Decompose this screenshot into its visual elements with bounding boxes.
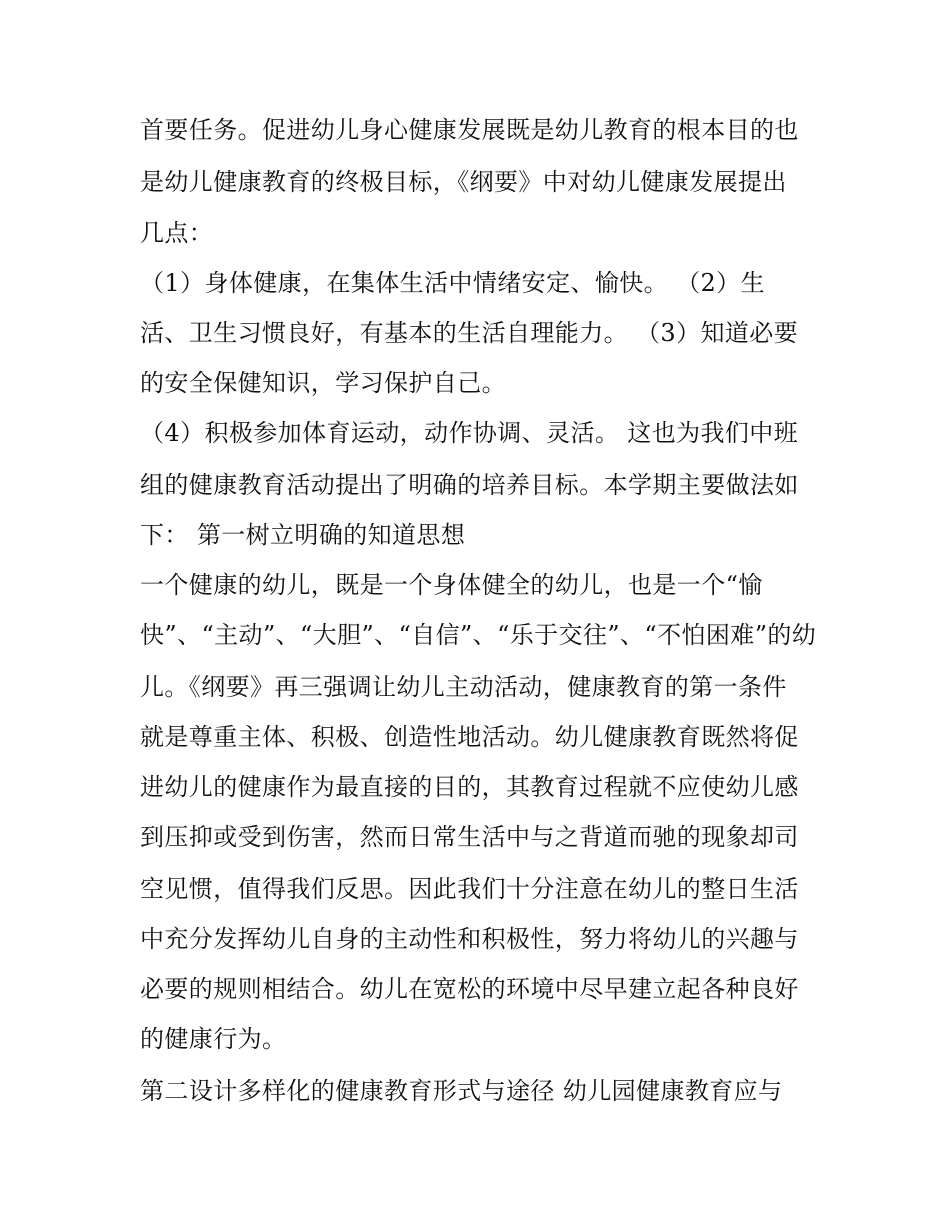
text-line: 儿。《纲要》再三强调让幼儿主动活动，健康教育的第一条件 (140, 673, 787, 701)
text-line: 就是尊重主体、积极、创造性地活动。幼儿健康教育既然将促 (140, 723, 799, 751)
text-line: 一个健康的幼儿，既是一个身体健全的幼儿，也是一个“愉 (140, 571, 763, 599)
text-line: 空见惯，值得我们反思。因此我们十分注意在幼儿的整日生活 (140, 875, 799, 903)
text-line: 必要的规则相结合。幼儿在宽松的环境中尽早建立起各种良好 (140, 975, 799, 1003)
text-line: 的安全保健知识，学习保护自己。 (140, 369, 506, 397)
text-line: 首要任务。促进幼儿身心健康发展既是幼儿教育的根本目的也 (140, 116, 799, 144)
text-line: 到压抑或受到伤害，然而日常生活中与之背道而驰的现象却司 (140, 823, 799, 851)
text-line: 下： 第一树立明确的知道思想 (140, 521, 466, 549)
text-line: （4）积极参加体育运动，动作协调、灵活。 这也为我们中班 (140, 419, 799, 447)
text-line: （1）身体健康，在集体生活中情绪安定、愉快。 （2）生 (140, 269, 765, 297)
text-line: 进幼儿的健康作为最直接的目的，其教育过程就不应使幼儿感 (140, 773, 799, 801)
text-line: 快”、“主动”、“大胆”、“自信”、“乐于交往”、“不怕困难”的幼 (140, 621, 817, 649)
text-line: 几点： (140, 219, 214, 247)
text-line: 第二设计多样化的健康教育形式与途径 幼儿园健康教育应与 (140, 1077, 783, 1105)
text-line: 组的健康教育活动提出了明确的培养目标。本学期主要做法如 (140, 471, 799, 499)
text-line: 是幼儿健康教育的终极目标，《纲要》中对幼儿健康发展提出 (140, 168, 787, 196)
text-line: 的健康行为。 (140, 1025, 287, 1053)
text-line: 活、卫生习惯良好，有基本的生活自理能力。 （3）知道必要 (140, 319, 799, 347)
text-line: 中充分发挥幼儿自身的主动性和积极性，努力将幼儿的兴趣与 (140, 925, 799, 953)
